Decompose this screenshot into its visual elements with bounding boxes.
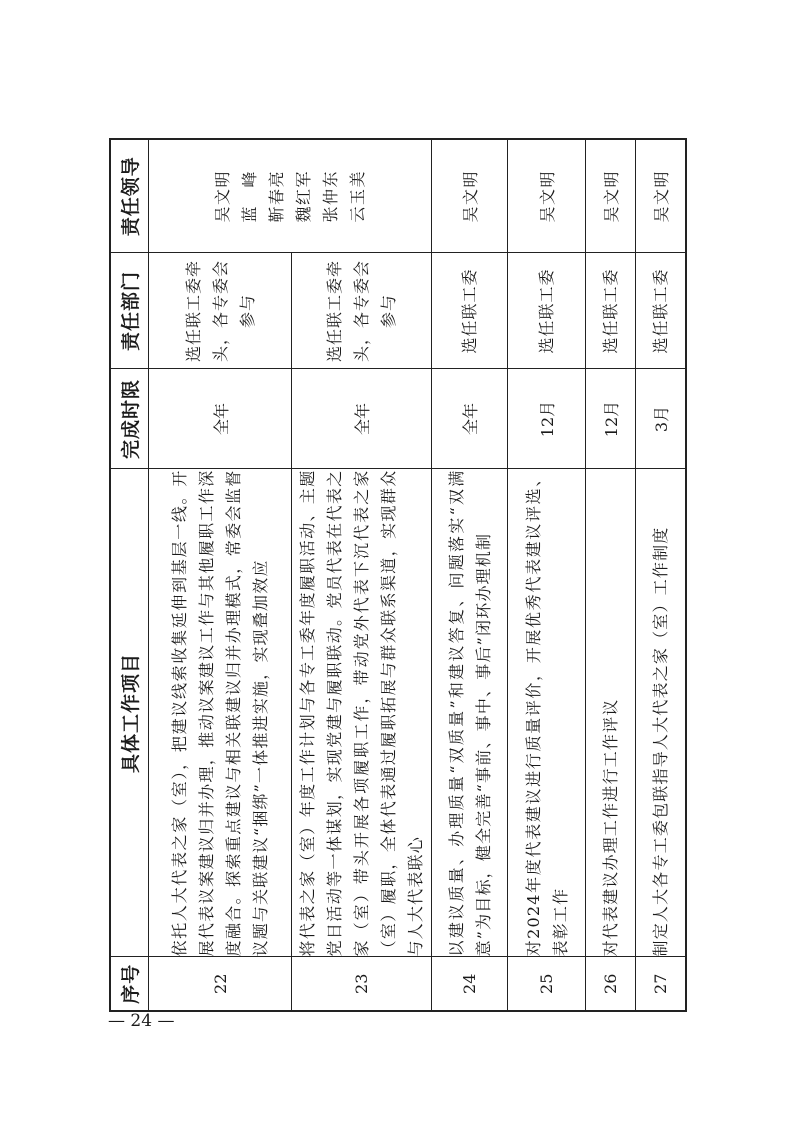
row-leaders <box>149 139 432 253</box>
header-number: 序号 <box>110 957 149 1011</box>
table-row <box>508 139 586 1011</box>
page-number: — 24 — <box>108 1011 175 1031</box>
row-leader: 吴文明 <box>636 139 686 253</box>
header-deadline: 完成时限 <box>110 369 149 469</box>
row-number: 27 <box>636 957 686 1011</box>
row-deadline: 全年 <box>432 369 508 469</box>
table-header-row <box>110 139 149 1011</box>
row-project: 将代表之家（室）年度工作计划与各专工委年度履职活动、主题党日活动等一体谋划，实现党建与履职联动。党员代表在代表之家（室）带头开展各项履职工作，带动党外代表下沉代表之家（室）履职，全体代表通过履职拓展与群众联系渠道，实现群众与人大代表联心 <box>292 469 432 957</box>
row-leader: 吴文明 <box>508 139 586 253</box>
row-deadline: 全年 <box>149 369 292 469</box>
leader-name: 张仲东 <box>321 170 340 223</box>
table-row <box>292 139 432 1011</box>
row-project: 以建议质量、办理质量“双质量”和建议答复、问题落实“双满意”为目标，健全完善“事前、事中、事后”闭环办理机制 <box>432 469 508 957</box>
table-row <box>432 139 508 1011</box>
row-deadline: 全年 <box>292 369 432 469</box>
leader-name: 云玉美 <box>348 170 367 223</box>
row-project: 依托人大代表之家（室），把建议线索收集延伸到基层一线。开展代表议案建议归并办理，推动议案建议工作与其他履职工作深度融合。探索重点建议与相关联建议归并办理模式，常委会监督议题与关联建议“捆绑”一体推进实施，实现叠加效应 <box>149 469 292 957</box>
row-number: 25 <box>508 957 586 1011</box>
row-deadline: 3月 <box>636 369 686 469</box>
row-deadline: 12月 <box>586 369 636 469</box>
row-department: 选任联工委牵头，各专委会参与 <box>149 253 292 369</box>
table-row <box>586 139 636 1011</box>
header-leader: 责任领导 <box>110 139 149 253</box>
table-row <box>636 139 686 1011</box>
row-leader: 吴文明 <box>586 139 636 253</box>
table-row <box>149 139 292 1011</box>
row-department: 选任联工委 <box>508 253 586 369</box>
row-project: 对代表建议办理工作进行工作评议 <box>586 469 636 957</box>
row-number: 24 <box>432 957 508 1011</box>
leader-name: 蓝 峰 <box>240 170 259 223</box>
work-plan-table <box>109 138 687 1012</box>
header-project: 具体工作项目 <box>110 469 149 957</box>
row-number: 23 <box>292 957 432 1011</box>
row-department: 选任联工委牵头，各专委会参与 <box>292 253 432 369</box>
leader-name: 靳春亮 <box>267 170 286 223</box>
row-project: 对2024年度代表建议进行质量评价，开展优秀代表建议评选、表彰工作 <box>508 469 586 957</box>
leader-name: 吴文明 <box>213 170 232 223</box>
row-deadline: 12月 <box>508 369 586 469</box>
leader-name: 魏红军 <box>294 170 313 223</box>
header-department: 责任部门 <box>110 253 149 369</box>
row-project: 制定人大各专工委包联指导人大代表之家（室）工作制度 <box>636 469 686 957</box>
row-department: 选任联工委 <box>432 253 508 369</box>
row-department: 选任联工委 <box>586 253 636 369</box>
row-leader: 吴文明 <box>432 139 508 253</box>
row-department: 选任联工委 <box>636 253 686 369</box>
row-number: 26 <box>586 957 636 1011</box>
row-number: 22 <box>149 957 292 1011</box>
